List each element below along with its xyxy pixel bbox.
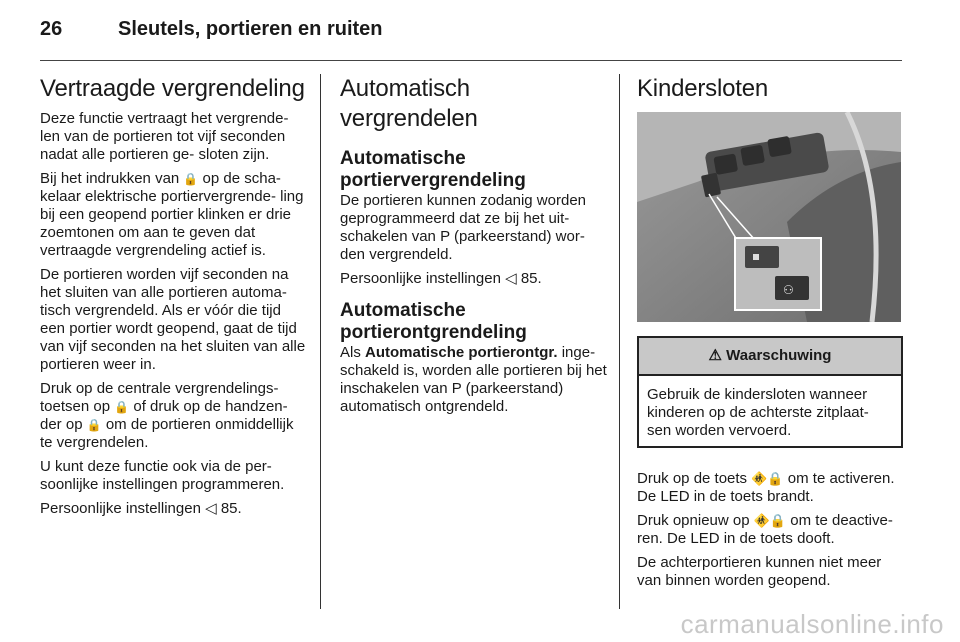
warning-title: Waarschuwing [726,347,832,364]
paragraph: Druk op de toets 🚸🔒 om te activeren. De LED in de toets brandt. [637,470,895,505]
lock-icon: 🔒 [183,172,199,186]
paragraph: Bij het indrukken van 🔒 op de scha- kelaar elektrische portiervergrende- ling bij een geopend portier klinken er drie zoemtonen om aan te geven dat vertraagde vergrendeling actief is. [40,170,304,259]
paragraph: Als Automatische portierontgr. inge- schakeld is, worden alle portieren bij het inschakelen van P (parkeerstand) automatisch ontgrendeld. [340,344,607,415]
paragraph: De portieren worden vijf seconden na het sluiten van alle portieren automa- tisch vergrendeld. Als er vóór die tijd een portier wordt geopend, gaat de tijd van vijf seconden na het sluiten van alle portieren weer in. [40,266,306,373]
reference-arrow-icon: ◁ [505,270,517,287]
paragraph: De portieren kunnen zodanig worden geprogrammeerd dat ze bij het uit- schakelen van P (parkeerstand) wor- den vergrendeld. [340,192,586,263]
watermark: carmanualsonline.info [680,609,944,639]
paragraph: Druk op de centrale vergrendelings- toetsen op 🔒 of druk op de handzen- der op 🔒 om de portieren onmiddellijk te vergrendelen. [40,380,294,451]
child-lock-icon: 🚸🔒 [753,513,787,528]
menu-setting-name: Automatische portierontgr. [365,344,558,361]
section-title-child-locks: Kindersloten [637,75,769,102]
warning-text: Gebruik de kindersloten wanneer kinderen op de achterste zitplaat- sen worden vervoerd. [647,386,869,439]
lock-icon: 🔒 [86,418,102,432]
page-number: 26 [40,18,63,40]
chapter-title: Sleutels, portieren en ruiten [118,18,383,40]
warning-icon: ⚠ [708,347,722,364]
section-title-auto-locking: Automatisch vergrendelen [340,75,478,132]
section-title-delayed-locking: Vertraagde vergrendeling [40,75,305,102]
column-delayed-locking [40,74,308,524]
child-lock-icon: 🚸🔒 [751,471,784,486]
page-header [40,14,920,44]
paragraph: U kunt deze functie ook via de per- soonlijke instellingen programmeren. [40,458,285,493]
lock-icon: 🔒 [114,400,130,414]
subsection-title: Automatische portierontgrendeling [340,300,527,343]
subsection-title: Automatische portiervergrendeling [340,148,526,191]
warning-header [639,338,901,376]
paragraph-reference: Persoonlijke instellingen ◁ 85. [340,270,542,287]
warning-box [637,336,903,448]
column-child-locks [637,74,903,596]
column-divider [619,74,620,609]
door-switch-illustration [637,112,901,322]
header-divider [40,60,902,61]
paragraph: Deze functie vertraagt het vergrende- len van de portieren tot vijf seconden nadat alle portieren ge- sloten zijn. [40,110,289,163]
paragraph-reference: Persoonlijke instellingen ◁ 85. [40,500,242,517]
page-reference-link[interactable]: 85. [220,500,242,517]
paragraph: De achterportieren kunnen niet meer van binnen worden geopend. [637,554,882,589]
paragraph: Druk opnieuw op 🚸🔒 om te deactive- ren. De LED in de toets dooft. [637,512,893,547]
column-auto-locking [340,74,608,422]
reference-arrow-icon: ◁ [205,500,217,517]
column-divider [320,74,321,609]
svg-text:⚇: ⚇ [783,283,794,297]
page-reference-link[interactable]: 85. [520,270,542,287]
door-panel-photo [637,112,901,322]
